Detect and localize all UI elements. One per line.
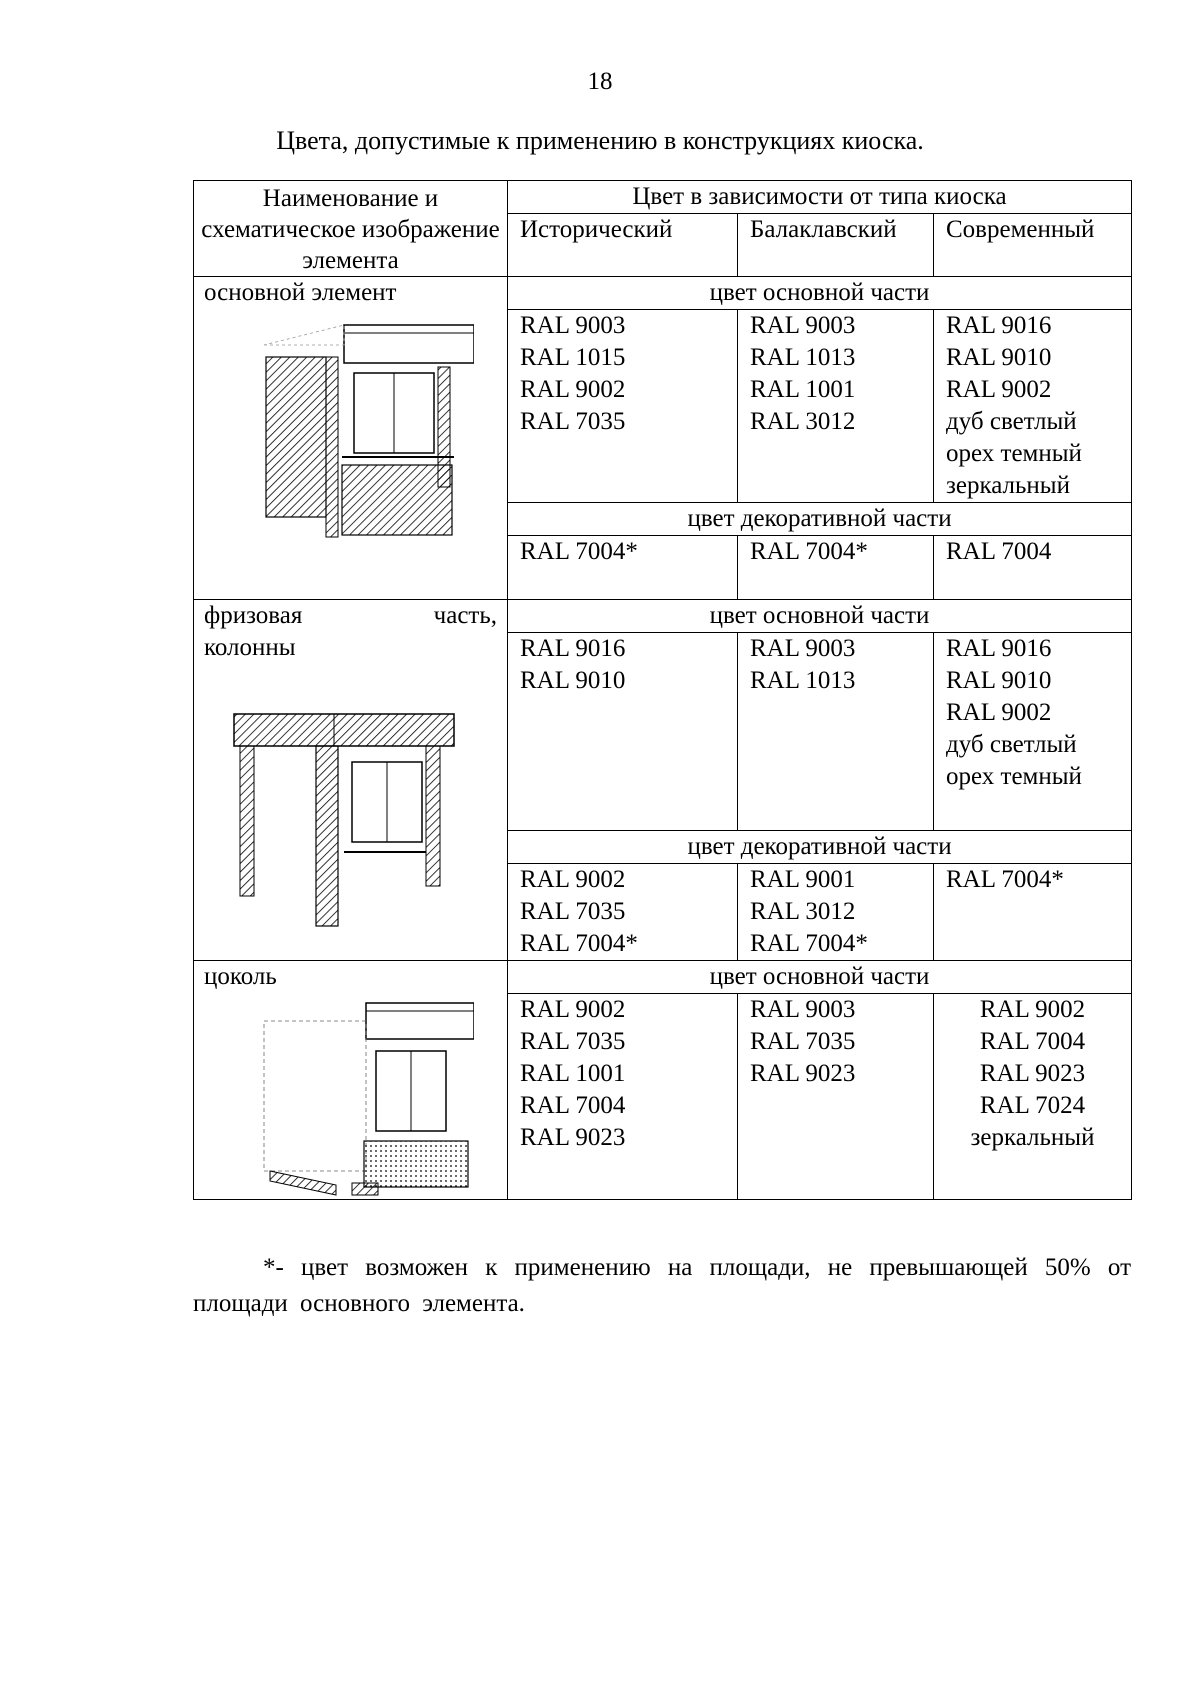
color-value: RAL 7035: [520, 898, 626, 925]
color-value: RAL 9003: [750, 312, 856, 339]
kiosk-color-table: [193, 180, 1132, 1200]
table-header-row: [194, 181, 1132, 214]
color-value: RAL 9023: [979, 1060, 1086, 1088]
color-value: орех темный: [946, 440, 1082, 467]
footnote: *- цвет возможен к применению на площади, не превышающей 50% от площади основного элемента.: [193, 1254, 1131, 1317]
color-value: RAL 1001: [520, 1060, 626, 1088]
color-value: RAL 1013: [750, 344, 856, 371]
table-row: [194, 600, 1132, 633]
page-number: 18: [587, 68, 613, 95]
element-label-word: фризовая: [204, 602, 303, 629]
header-color-by-type: Цвет в зависимости от типа киоска: [508, 181, 1132, 214]
kiosk-plinth-drawing: [204, 999, 474, 1199]
color-value: RAL 7004*: [750, 538, 868, 565]
table-caption: Цвета, допустимые к применению в конструкциях киоска.: [276, 126, 924, 155]
colors-balaklava-main: [738, 994, 934, 1200]
element-label: цоколь: [204, 963, 277, 990]
color-value: RAL 9003: [750, 996, 856, 1024]
color-value: RAL 9002: [520, 996, 626, 1024]
color-value: RAL 1015: [520, 344, 626, 371]
colors-balaklava-main: [738, 310, 934, 503]
element-label: [204, 600, 507, 632]
colors-historical-main: [508, 633, 738, 831]
section-main-color: цвет основной части: [508, 961, 1132, 994]
color-value: RAL 9001: [750, 866, 856, 893]
color-value: RAL 9002: [946, 699, 1052, 726]
color-value: RAL 9016: [520, 635, 626, 662]
color-value: RAL 7004: [520, 1092, 626, 1120]
color-value: RAL 7004*: [520, 538, 638, 565]
color-value: зеркальный: [970, 1124, 1095, 1152]
color-value: RAL 9002: [520, 866, 626, 893]
colors-modern-decor: [934, 536, 1132, 600]
color-value: RAL 7024: [979, 1092, 1086, 1120]
kiosk-frieze-drawing: [204, 704, 474, 934]
section-main-color: цвет основной части: [508, 600, 1132, 633]
color-value: RAL 9016: [946, 312, 1052, 339]
color-value: RAL 7035: [520, 408, 626, 435]
color-value: RAL 9002: [520, 376, 626, 403]
color-value: RAL 9010: [946, 344, 1052, 371]
color-value: орех темный: [946, 763, 1082, 790]
color-value: RAL 3012: [750, 898, 856, 925]
color-value: RAL 7004: [979, 1028, 1086, 1056]
color-value: RAL 7035: [520, 1028, 626, 1056]
colors-modern-main: [934, 633, 1132, 831]
color-value: RAL 9003: [520, 312, 626, 339]
element-label-line2: колонны: [204, 634, 296, 661]
color-value: RAL 9002: [979, 996, 1086, 1024]
color-value: RAL 7004*: [946, 866, 1064, 893]
colors-modern-decor: [934, 864, 1132, 961]
colors-historical-decor: [508, 536, 738, 600]
colors-modern-main: [934, 310, 1132, 503]
color-value: RAL 9023: [520, 1124, 626, 1152]
color-value: RAL 9023: [750, 1060, 856, 1088]
colors-historical-main: [508, 310, 738, 503]
colors-balaklava-decor: [738, 536, 934, 600]
header-type-balaklava: Балаклавский: [738, 214, 934, 277]
colors-historical-main: [508, 994, 738, 1200]
table-row: [194, 961, 1132, 994]
color-value: RAL 1001: [750, 376, 856, 403]
color-value: зеркальный: [946, 472, 1070, 499]
element-cell-frieze: [194, 600, 508, 961]
color-value: RAL 9010: [946, 667, 1052, 694]
section-decor-color: цвет декоративной части: [508, 831, 1132, 864]
color-value: RAL 3012: [750, 408, 856, 435]
element-label-word: часть,: [433, 602, 497, 629]
color-value: RAL 9016: [946, 635, 1052, 662]
kiosk-main-element-drawing: [204, 315, 474, 545]
header-type-historical: Исторический: [508, 214, 738, 277]
section-main-color: цвет основной части: [508, 277, 1132, 310]
color-value: RAL 9010: [520, 667, 626, 694]
element-cell-main: [194, 277, 508, 600]
color-value: дуб светлый: [946, 731, 1077, 758]
section-decor-color: цвет декоративной части: [508, 503, 1132, 536]
color-value: RAL 7004*: [750, 930, 868, 957]
color-value: RAL 9003: [750, 635, 856, 662]
colors-balaklava-decor: [738, 864, 934, 961]
colors-historical-decor: [508, 864, 738, 961]
color-value: RAL 7004: [946, 538, 1052, 565]
table-row: [194, 277, 1132, 310]
header-element-name: Наименование и схематическое изображение элемента: [194, 181, 508, 277]
element-label: основной элемент: [204, 279, 397, 306]
color-value: RAL 7035: [750, 1028, 856, 1056]
color-value: RAL 9002: [946, 376, 1052, 403]
color-value: дуб светлый: [946, 408, 1077, 435]
colors-modern-main: [934, 994, 1132, 1200]
colors-balaklava-main: [738, 633, 934, 831]
color-value: RAL 7004*: [520, 930, 638, 957]
header-type-modern: Современный: [934, 214, 1132, 277]
color-value: RAL 1013: [750, 667, 856, 694]
element-cell-plinth: [194, 961, 508, 1200]
